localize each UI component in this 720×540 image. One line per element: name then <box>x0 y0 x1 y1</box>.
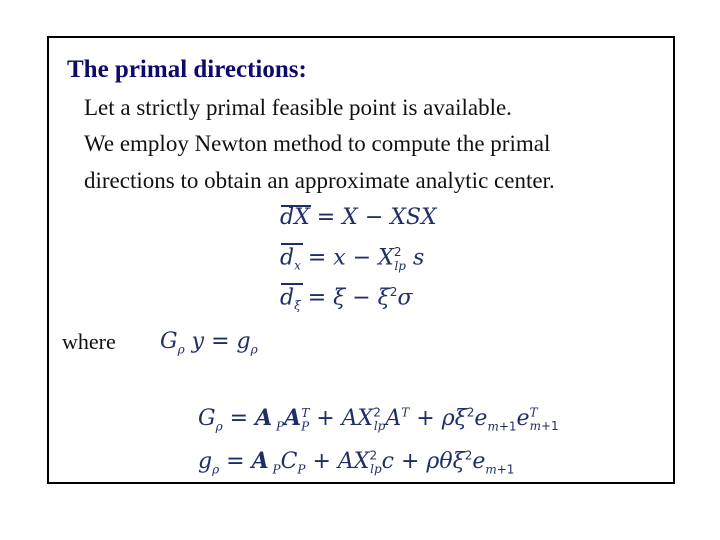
equation-dx: $d_x = x - X^2_{lp}$ s <box>280 245 425 273</box>
text-line-3: directions to obtain an approximate analytic center. <box>84 168 555 193</box>
slide-title: The primal directions: <box>67 56 307 83</box>
where-label: where <box>62 329 116 354</box>
text-line-1: Let a strictly primal feasible point is available. <box>84 95 512 120</box>
equation-dX: dX = X − XSX <box>280 205 437 230</box>
text-line-2: We employ Newton method to compute the primal <box>84 131 551 156</box>
equation-G: $G_\rho = A$ $_PA_P^T + AX^2_{lp}A^T + \rho\xi^2e_{m+1}e^T_{m+1}$ <box>198 405 559 434</box>
equation-g: $g_\rho = A$ $_PC_P + AX^2_{lp}c + \rho\theta\xi^2e_{m+1}$ <box>198 448 515 477</box>
equation-dxi: $d_\xi = \xi - \xi^2\sigma$ <box>280 285 413 313</box>
equation-system: $G_\rho$ $y = g_\rho$ <box>160 329 258 357</box>
